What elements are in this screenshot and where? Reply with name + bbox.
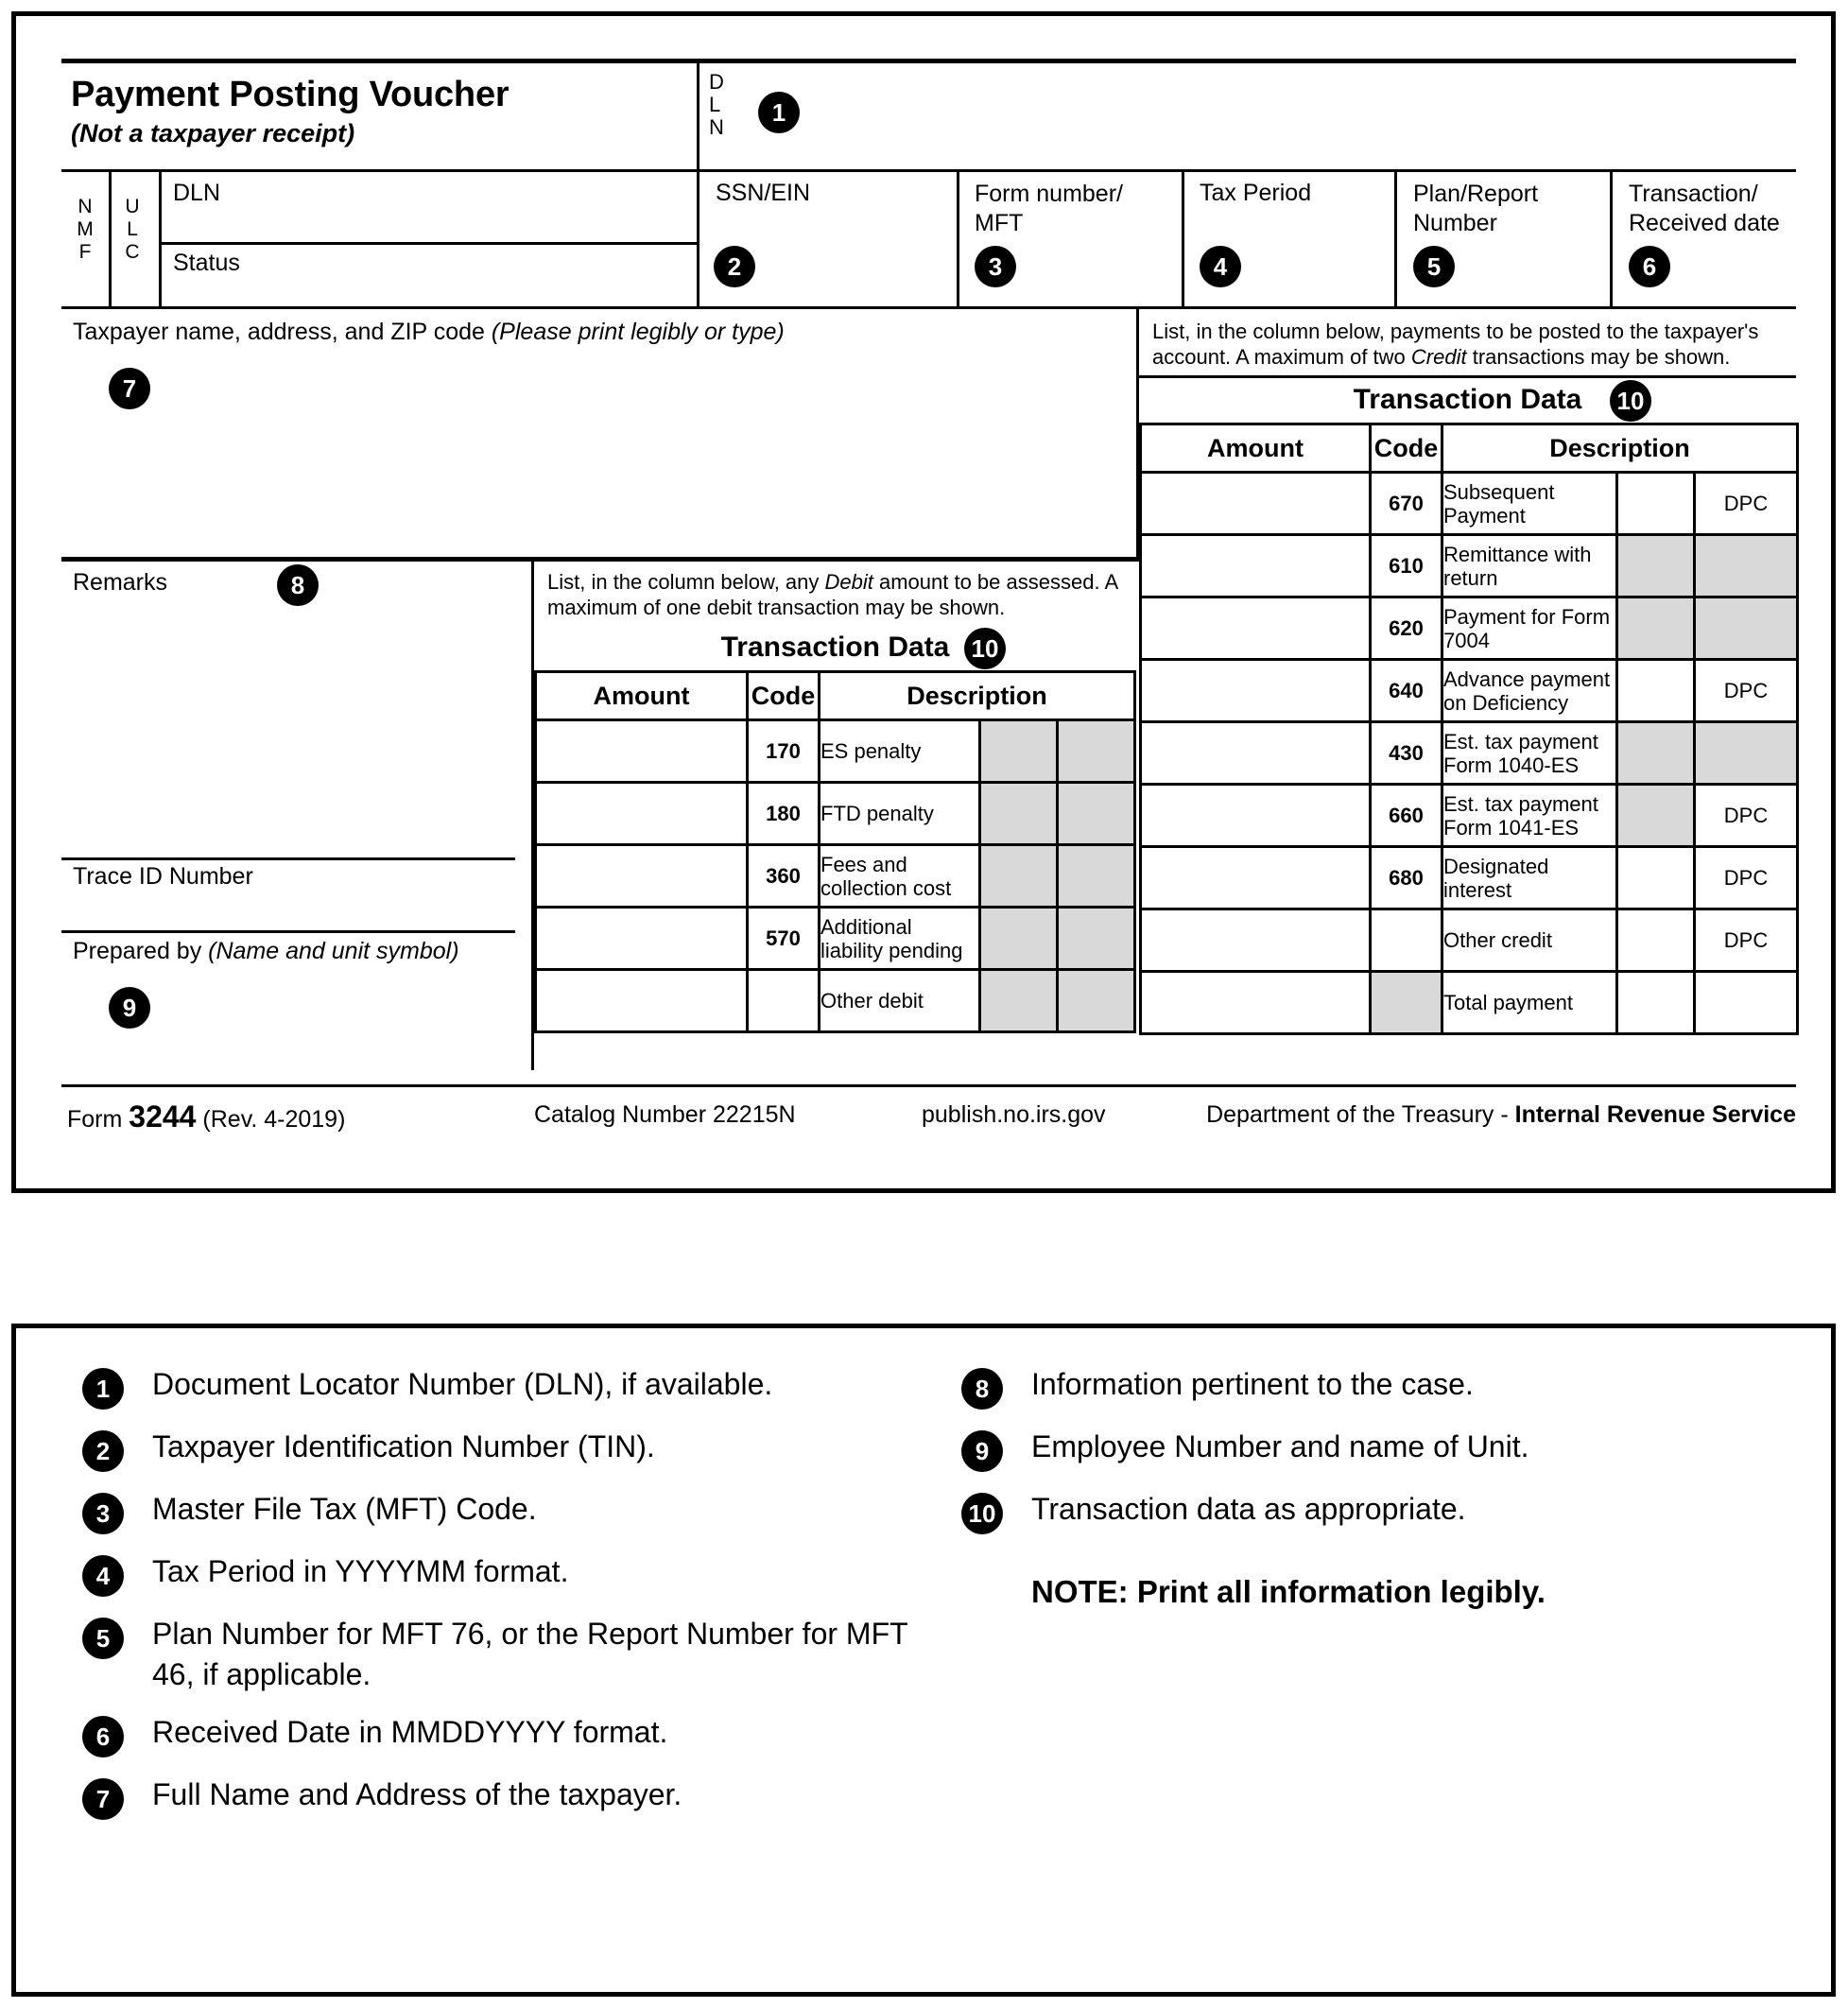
list-item [82, 1774, 933, 1820]
ulc-letter-c: C [125, 241, 140, 263]
legend-text-6: Received Date in MMDDYYYY format. [152, 1715, 668, 1749]
tax-period-label: Tax Period [1200, 180, 1312, 206]
credit-desc-430: Est. tax payment Form 1040-ES [1442, 722, 1617, 785]
credit-table-header-row [1141, 424, 1798, 473]
debit-code-570: 570 [748, 908, 820, 970]
debit-table-note [534, 560, 1136, 620]
debit-transaction-table [534, 670, 1136, 1033]
prepared-by-plain: Prepared by [73, 938, 209, 964]
form-number-mft-field[interactable] [975, 180, 1123, 238]
credit-dpc-other: DPC [1695, 909, 1798, 972]
transaction-received-date-field[interactable] [1629, 180, 1780, 238]
debit-amount-180[interactable] [536, 783, 748, 845]
callout-badge-6: 6 [1629, 246, 1670, 287]
debit-amount-other[interactable] [536, 970, 748, 1032]
form-3244-card [11, 11, 1836, 1193]
callout-badge-4: 4 [1200, 246, 1241, 287]
credit-code-620: 620 [1371, 597, 1442, 660]
legend-note-rest: : Print all information legibly. [1117, 1574, 1546, 1609]
page-subtitle: (Not a taxpayer receipt) [71, 119, 355, 147]
list-item [961, 1364, 1746, 1410]
debit-amount-570[interactable] [536, 908, 748, 970]
dln-field-label: DLN [173, 180, 221, 206]
table-row[interactable] [1141, 473, 1798, 535]
list-item [82, 1712, 933, 1757]
taxpayer-label-italic: (Please print legibly or type) [491, 319, 785, 345]
credit-table-title-text: Transaction Data [1353, 384, 1582, 415]
callout-badge-2: 2 [714, 246, 755, 287]
table-row[interactable] [1141, 847, 1798, 909]
plan-report-label-line2: Number [1413, 210, 1497, 236]
credit-desc-total: Total payment [1442, 972, 1617, 1034]
taxpayer-label-plain: Taxpayer name, address, and ZIP code [73, 319, 492, 345]
credit-amount-other[interactable] [1141, 909, 1371, 972]
table-row[interactable] [536, 970, 1135, 1032]
debit-table-title [534, 626, 1136, 670]
table-row[interactable] [1141, 972, 1798, 1034]
debit-table-header-row [536, 672, 1135, 720]
callout-badge-5: 5 [1413, 246, 1455, 287]
credit-desc-620: Payment for Form 7004 [1442, 597, 1617, 660]
catalog-number: Catalog Number 22215N [534, 1101, 796, 1128]
callout-badge-1: 1 [758, 92, 800, 133]
legend-column-left [82, 1364, 933, 1837]
legend-text-9: Employee Number and name of Unit. [1031, 1429, 1529, 1463]
credit-dpc-640: DPC [1695, 660, 1798, 722]
credit-shade-a-430 [1617, 722, 1695, 785]
debit-table-title-text: Transaction Data [720, 632, 950, 663]
table-row[interactable] [1141, 909, 1798, 972]
legend-badge-3: 3 [82, 1493, 124, 1534]
debit-shade-a-180 [980, 783, 1058, 845]
credit-dpc-660: DPC [1695, 785, 1798, 847]
form-identifier [67, 1099, 345, 1134]
ssn-ein-field[interactable] [716, 180, 810, 207]
divider-ulc [159, 172, 162, 309]
credit-transaction-table [1139, 423, 1799, 1035]
credit-desc-610: Remittance with return [1442, 535, 1617, 597]
legend-badge-5: 5 [82, 1618, 124, 1659]
debit-note-part2: amount to be assessed. A maximum of one debit transaction may be shown. [547, 570, 1117, 619]
table-row[interactable] [536, 845, 1135, 908]
debit-desc-170: ES penalty [820, 720, 980, 783]
debit-code-180: 180 [748, 783, 820, 845]
credit-code-430: 430 [1371, 722, 1442, 785]
divider-mft [957, 172, 959, 309]
debit-code-other[interactable] [748, 970, 820, 1032]
debit-shade-b-360 [1058, 845, 1135, 908]
page-title: Payment Posting Voucher [71, 75, 509, 114]
credit-shade-a-620 [1617, 597, 1695, 660]
transaction-label-line2: Received date [1629, 210, 1780, 236]
table-row[interactable] [1141, 597, 1798, 660]
list-item [82, 1614, 933, 1695]
nmf-letter-f: F [78, 241, 92, 263]
legend-text-7: Full Name and Address of the taxpayer. [152, 1777, 682, 1811]
nmf-label [73, 196, 97, 264]
credit-blank-640 [1617, 660, 1695, 722]
credit-amount-610[interactable] [1141, 535, 1371, 597]
legend-badge-8: 8 [961, 1368, 1003, 1410]
credit-code-other[interactable] [1371, 909, 1442, 972]
divider-nmf [109, 172, 112, 309]
plan-report-number-field[interactable] [1413, 180, 1538, 238]
ulc-letter-u: U [125, 196, 140, 217]
callout-badge-9: 9 [109, 987, 150, 1029]
form-number: 3244 [129, 1099, 197, 1134]
form-revision: (Rev. 4-2019) [196, 1106, 346, 1133]
form-number-mft-label-line2: MFT [975, 210, 1024, 236]
credit-desc-640: Advance payment on Deficiency [1442, 660, 1617, 722]
table-row[interactable] [536, 783, 1135, 845]
table-row[interactable] [1141, 722, 1798, 785]
taxpayer-label [73, 319, 785, 346]
credit-note-part2: transactions may be shown. [1466, 345, 1731, 369]
debit-shade-a-170 [980, 720, 1058, 783]
debit-header-code: Code [748, 672, 820, 720]
status-field-label: Status [173, 250, 240, 276]
plan-report-label-line1: Plan/Report [1413, 181, 1539, 207]
debit-shade-b-other [1058, 970, 1135, 1032]
footer-rule [61, 1084, 1796, 1087]
prepared-by-label [73, 938, 459, 965]
debit-shade-a-360 [980, 845, 1058, 908]
credit-shade-b-610 [1695, 535, 1798, 597]
debit-code-170: 170 [748, 720, 820, 783]
credit-header-code: Code [1371, 424, 1442, 473]
legend-text-2: Taxpayer Identification Number (TIN). [152, 1429, 655, 1463]
callout-badge-8: 8 [277, 564, 319, 606]
credit-header-amount: Amount [1141, 424, 1371, 473]
callout-badge-3: 3 [975, 246, 1016, 287]
table-row[interactable] [536, 908, 1135, 970]
identifier-row [61, 172, 1796, 309]
list-item [961, 1427, 1746, 1472]
dln-letter-l: L [709, 93, 721, 116]
divider-ssn [697, 172, 699, 309]
tax-period-field[interactable] [1200, 180, 1311, 207]
credit-code-total-shade [1371, 972, 1442, 1034]
callout-badge-10-debit: 10 [964, 628, 1006, 669]
debit-shade-a-570 [980, 908, 1058, 970]
credit-dpc-680: DPC [1695, 847, 1798, 909]
legend-note-label: NOTE [1031, 1574, 1118, 1609]
credit-shade-660 [1617, 785, 1695, 847]
credit-header-description: Description [1442, 424, 1798, 473]
table-row[interactable] [1141, 660, 1798, 722]
credit-dpc-670: DPC [1695, 473, 1798, 535]
debit-amount-360[interactable] [536, 845, 748, 908]
credit-amount-660[interactable] [1141, 785, 1371, 847]
trace-id-label: Trace ID Number [73, 863, 253, 890]
legend-badge-7: 7 [82, 1778, 124, 1820]
divider-taxperiod [1182, 172, 1184, 309]
transaction-label-line1: Transaction/ [1629, 181, 1758, 207]
callout-badge-7: 7 [109, 368, 150, 409]
debit-shade-b-170 [1058, 720, 1135, 783]
department-bold: Internal Revenue Service [1514, 1101, 1796, 1128]
legend-card [11, 1324, 1836, 1997]
credit-blank-total-a [1617, 972, 1695, 1034]
table-row[interactable] [536, 720, 1135, 783]
credit-code-660: 660 [1371, 785, 1442, 847]
legend-text-10: Transaction data as appropriate. [1031, 1492, 1466, 1526]
credit-shade-b-620 [1695, 597, 1798, 660]
debit-desc-180: FTD penalty [820, 783, 980, 845]
table-row[interactable] [1141, 785, 1798, 847]
credit-blank-other [1617, 909, 1695, 972]
debit-shade-b-570 [1058, 908, 1135, 970]
list-item [961, 1489, 1746, 1534]
list-item [82, 1489, 933, 1534]
credit-desc-670: Subsequent Payment [1442, 473, 1617, 535]
legend-text-5: Plan Number for MFT 76, or the Report Number for MFT 46, if applicable. [152, 1617, 908, 1691]
credit-amount-670[interactable] [1141, 473, 1371, 535]
prepared-by-italic: (Name and unit symbol) [208, 938, 459, 964]
credit-amount-430[interactable] [1141, 722, 1371, 785]
credit-transaction-table-block [1139, 309, 1796, 1070]
remarks-block [61, 560, 534, 1070]
department-line [1206, 1101, 1796, 1129]
title-block [71, 75, 509, 148]
list-item [82, 1364, 933, 1410]
form-word: Form [67, 1106, 130, 1133]
dln-header-cell[interactable] [697, 63, 1796, 172]
list-item [82, 1551, 933, 1597]
credit-amount-680[interactable] [1141, 847, 1371, 909]
department-plain: Department of the Treasury - [1206, 1101, 1515, 1128]
table-row[interactable] [1141, 535, 1798, 597]
form-footer [61, 1084, 1796, 1151]
debit-desc-570: Additional liability pending [820, 908, 980, 970]
credit-note-part1: List, in the column below, payments to be posted to the taxpayer's account. A maximum of two [1152, 320, 1759, 369]
divider-transaction [1610, 172, 1613, 309]
taxpayer-name-address-field[interactable] [61, 309, 1139, 560]
ulc-letter-l: L [127, 218, 138, 240]
form-title-row [61, 63, 1796, 172]
callout-badge-10-credit: 10 [1610, 380, 1651, 422]
remarks-label: Remarks [73, 569, 168, 596]
debit-desc-360: Fees and collection cost [820, 845, 980, 908]
credit-blank-670 [1617, 473, 1695, 535]
credit-table-title [1139, 375, 1796, 423]
debit-transaction-table-block [534, 560, 1136, 1070]
nmf-letter-m: M [77, 218, 94, 240]
legend-badge-10: 10 [961, 1493, 1003, 1534]
credit-amount-640[interactable] [1141, 660, 1371, 722]
debit-header-description: Description [820, 672, 1135, 720]
publish-url: publish.no.irs.gov [922, 1101, 1106, 1128]
divider-dln-status [159, 242, 697, 245]
remarks-bottom-rule [61, 857, 515, 860]
form-number-mft-label-line1: Form number/ [975, 181, 1123, 207]
dln-vertical-label [709, 71, 724, 139]
list-item [82, 1427, 933, 1472]
trace-id-bottom-rule [61, 930, 515, 933]
ssn-ein-label: SSN/EIN [716, 180, 811, 206]
debit-shade-a-other [980, 970, 1058, 1032]
legend-column-right [961, 1364, 1746, 1610]
credit-amount-620[interactable] [1141, 597, 1371, 660]
legend-text-3: Master File Tax (MFT) Code. [152, 1492, 537, 1526]
dln-field[interactable] [173, 180, 220, 207]
debit-note-part1: List, in the column below, any [547, 570, 825, 594]
debit-note-italic: Debit [824, 570, 873, 594]
nmf-letter-n: N [78, 196, 93, 217]
legend-badge-2: 2 [82, 1430, 124, 1472]
divider-plan [1394, 172, 1397, 309]
credit-note-italic: Credit [1410, 345, 1467, 369]
legend-badge-1: 1 [82, 1368, 124, 1410]
credit-code-680: 680 [1371, 847, 1442, 909]
status-field[interactable] [173, 250, 240, 277]
legend-text-8: Information pertinent to the case. [1031, 1367, 1474, 1401]
credit-amount-total[interactable] [1141, 972, 1371, 1034]
debit-amount-170[interactable] [536, 720, 748, 783]
legend-text-1: Document Locator Number (DLN), if available. [152, 1367, 773, 1401]
legend-badge-6: 6 [82, 1716, 124, 1757]
credit-blank-total-b [1695, 972, 1798, 1034]
credit-blank-680 [1617, 847, 1695, 909]
credit-desc-other: Other credit [1442, 909, 1617, 972]
credit-shade-a-610 [1617, 535, 1695, 597]
credit-desc-680: Designated interest [1442, 847, 1617, 909]
legend-text-4: Tax Period in YYYYMM format. [152, 1554, 569, 1588]
credit-code-610: 610 [1371, 535, 1442, 597]
dln-letter-n: N [709, 115, 724, 139]
debit-code-360: 360 [748, 845, 820, 908]
credit-code-640: 640 [1371, 660, 1442, 722]
form-inner [61, 59, 1796, 1165]
dln-letter-d: D [709, 70, 724, 94]
credit-desc-660: Est. tax payment Form 1041-ES [1442, 785, 1617, 847]
credit-table-note [1139, 309, 1796, 370]
credit-shade-b-430 [1695, 722, 1798, 785]
legend-badge-4: 4 [82, 1555, 124, 1597]
credit-code-670: 670 [1371, 473, 1442, 535]
debit-header-amount: Amount [536, 672, 748, 720]
debit-desc-other: Other debit [820, 970, 980, 1032]
taxpayer-and-tables-row [61, 309, 1796, 1070]
legend-badge-9: 9 [961, 1430, 1003, 1472]
debit-shade-b-180 [1058, 783, 1135, 845]
legend-note [1031, 1574, 1746, 1610]
ulc-label [120, 196, 145, 264]
